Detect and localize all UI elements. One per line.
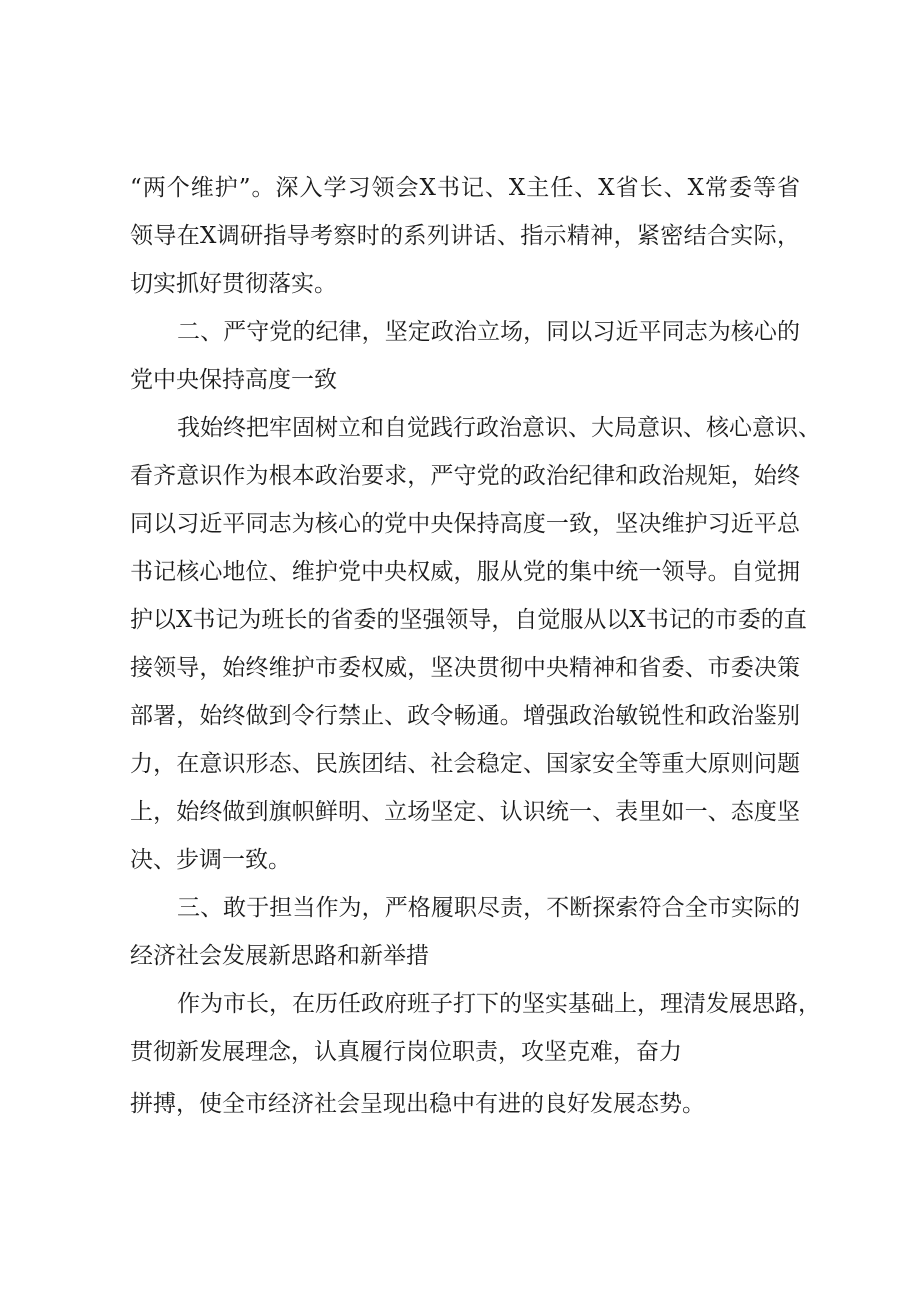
text-line-1: “两个维护”。深入学习领会X书记、X主任、X省长、X常委等省 (130, 175, 800, 201)
section-two-heading-line-2: 党中央保持高度一致 (130, 367, 337, 393)
section-two-heading-line-1: 二、严守党的纪律，坚定政治立场，同以习近平同志为核心的 (177, 319, 800, 345)
text-line-20: 拼搏，使全市经济社会呈现出稳中有进的良好发展态势。 (130, 1091, 705, 1117)
text-line-7: 看齐意识作为根本政治要求，严守党的政治纪律和政治规矩，始终 (130, 463, 800, 489)
text-line-15: 决、步调一致。 (130, 847, 291, 873)
text-line-10: 护以X书记为班长的省委的坚强领导，自觉服从以X书记的市委的直 (130, 607, 807, 633)
text-line-9: 书记核心地位、维护党中央权威，服从党的集中统一领导。自觉拥 (130, 559, 800, 585)
text-line-19: 贯彻新发展理念，认真履行岗位职责，攻坚克难，奋力 (130, 1039, 682, 1065)
text-line-8: 同以习近平同志为核心的党中央保持高度一致，坚决维护习近平总 (130, 511, 800, 537)
text-line-12: 部署，始终做到令行禁止、政令畅通。增强政治敏锐性和政治鉴别 (130, 703, 800, 729)
text-line-11: 接领导，始终维护市委权威，坚决贯彻中央精神和省委、市委决策 (130, 655, 800, 681)
section-three-heading-line-1: 三、敢于担当作为，严格履职尽责，不断探索符合全市实际的 (177, 895, 800, 921)
text-line-13: 力，在意识形态、民族团结、社会稳定、国家安全等重大原则问题 (130, 751, 800, 777)
text-line-2: 领导在X调研指导考察时的系列讲话、指示精神，紧密结合实际， (130, 223, 800, 249)
text-line-14: 上，始终做到旗帜鲜明、立场坚定、认识统一、表里如一、态度坚 (130, 799, 800, 825)
text-line-6: 我始终把牢固树立和自觉践行政治意识、大局意识、核心意识、 (177, 415, 821, 441)
text-line-18: 作为市长，在历任政府班子打下的坚实基础上，理清发展思路， (177, 991, 821, 1017)
section-three-heading-line-2: 经济社会发展新思路和新举措 (130, 943, 429, 969)
text-line-3: 切实抓好贯彻落实。 (130, 271, 337, 297)
